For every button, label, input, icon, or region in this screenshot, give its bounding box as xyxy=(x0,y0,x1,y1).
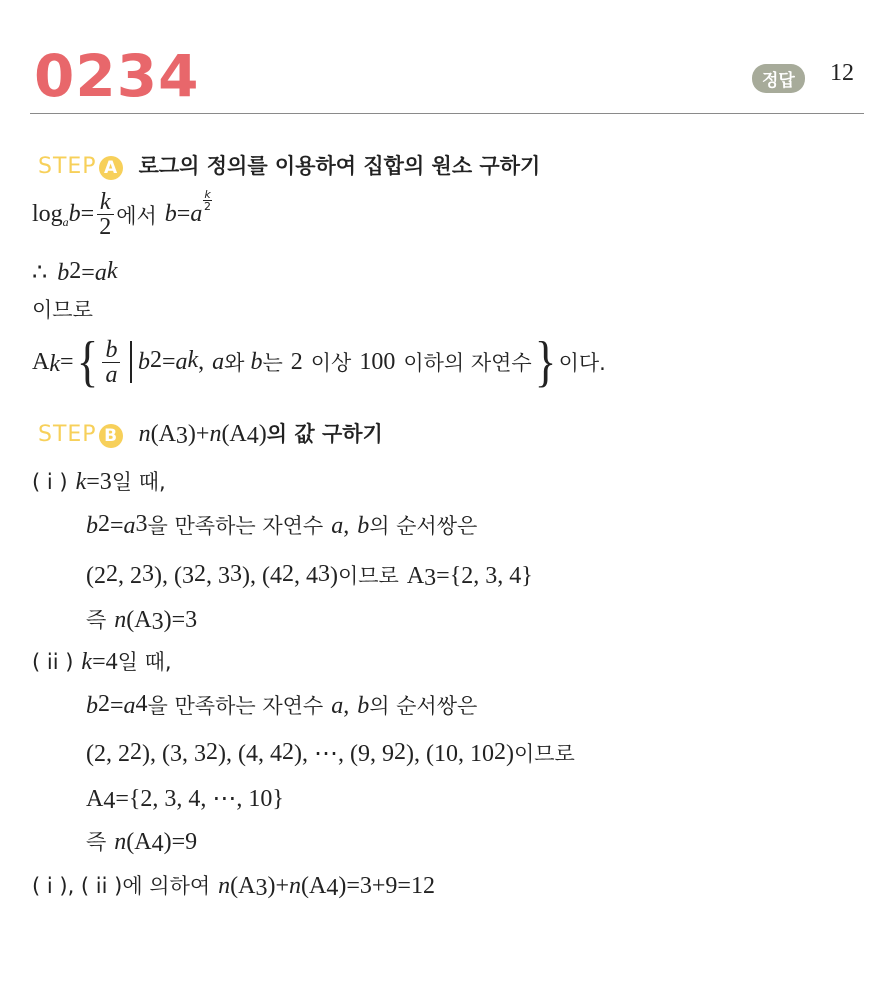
imeuro-text: 이므로 xyxy=(513,742,575,766)
case-1-pairs: (2 $^2$ , 2 $^3$ ), (3 $^2$ , 3 $^3$ ), (4 $^2$ , 4 $^3$ ) 이므로 A $_3$ ={2, 3, 4} xyxy=(86,561,533,591)
var-n: n xyxy=(114,829,127,855)
pair-text: 의 순서쌍은 xyxy=(369,514,478,538)
var-a: a xyxy=(331,513,344,539)
pair-part: ), (3 xyxy=(154,563,194,589)
step-a-heading xyxy=(38,150,540,180)
equals: = xyxy=(81,260,95,286)
when-text: 일 때, xyxy=(111,470,166,494)
step-b-letter: B xyxy=(99,424,123,448)
var-n: n xyxy=(289,873,302,899)
var-b: b xyxy=(86,513,98,539)
var-a: a xyxy=(123,513,136,539)
case-1-condition: b $^2$ = a $^3$ 을 만족하는 자연수 a , b 의 순서쌍은 xyxy=(86,511,478,539)
var-k: k xyxy=(81,649,93,675)
jeuk-text: 즉 xyxy=(86,830,107,854)
answer-badge: 정답 xyxy=(752,64,805,93)
var-n: n xyxy=(209,421,222,447)
wa-text: 와 xyxy=(224,351,245,375)
var-b: b xyxy=(57,260,70,286)
neun-text: 는 xyxy=(262,351,283,375)
fraction-numerator: b xyxy=(102,338,120,363)
var-a: a xyxy=(123,693,136,719)
conclusion-line: ( i ), ( ii ) 에 의하여 n (A $_3$ )+ n (A $_4$ )=3+9=12 xyxy=(32,870,435,900)
pair-part: ) xyxy=(505,741,514,767)
log-base: a xyxy=(62,215,69,229)
var-b: b xyxy=(137,348,150,375)
case-1-count: 즉 n (A $_3$ )=3 xyxy=(86,604,197,634)
set-A: A xyxy=(86,786,104,812)
exponent-fraction xyxy=(203,189,211,212)
equals: = xyxy=(110,513,124,539)
pair-part: ), (4, 4 xyxy=(217,741,282,767)
set-A-open: (A xyxy=(126,829,152,855)
step-a-line-4: A $_k$ = { $\frac{b}{a}$ b $^2$ = a $^k$ , a 와 b 는 2 이상 100 이하의 자연수 } 이다. xyxy=(32,331,606,393)
var-b: b xyxy=(86,693,98,719)
exponent-denominator: 2 xyxy=(204,200,212,213)
var-a: a xyxy=(331,693,344,719)
case-1-header xyxy=(32,466,166,496)
eseo-text: 에서 xyxy=(116,203,157,228)
pair-part: , 3 xyxy=(205,563,230,589)
equals: = xyxy=(110,693,124,719)
log-text: log xyxy=(32,201,63,227)
exponent-numerator: k xyxy=(204,188,211,201)
jeuk-text: 즉 xyxy=(86,608,107,632)
set-A-open: (A xyxy=(230,873,256,899)
case-marker: ( i ) xyxy=(32,470,68,494)
comma: , xyxy=(343,693,350,719)
close-plus: )+ xyxy=(267,873,290,899)
case-2-set: A $_4$ ={2, 3, 4, ⋯, 10} xyxy=(86,786,284,814)
var-b: b xyxy=(164,201,177,227)
set-A-open: (A xyxy=(126,607,152,633)
equals: = xyxy=(161,348,176,375)
equals: = xyxy=(176,201,191,227)
when-text: 일 때, xyxy=(117,650,172,674)
equals: = xyxy=(80,201,95,227)
step-a-label: STEP xyxy=(38,154,97,179)
isang-text: 이상 xyxy=(310,351,352,375)
count-value: )=3 xyxy=(163,607,198,633)
satisfy-text: 을 만족하는 자연수 xyxy=(147,694,324,718)
var-a: a xyxy=(212,348,225,375)
var-b: b xyxy=(250,348,263,375)
fraction-k-over-2 xyxy=(96,190,114,239)
set-A: A xyxy=(406,563,425,589)
var-a: a xyxy=(190,201,203,227)
fraction-numerator: k xyxy=(97,190,114,215)
pair-part: ), (10, 10 xyxy=(405,741,494,767)
right-brace: } xyxy=(534,331,556,393)
case-2-condition: b $^2$ = a $^4$ 을 만족하는 자연수 a , b 의 순서쌍은 xyxy=(86,691,478,719)
set-value: ={2, 3, 4} xyxy=(436,563,533,589)
var-n: n xyxy=(114,607,127,633)
satisfy-text: 을 만족하는 자연수 xyxy=(147,514,324,538)
case-marker: ( ii ) xyxy=(32,650,74,674)
equals: = xyxy=(60,348,74,375)
step-a-line-1 xyxy=(32,190,212,239)
pair-part: ), (4 xyxy=(241,563,282,589)
pair-part: ) xyxy=(329,563,338,589)
case-2-pairs: (2, 2 $^2$ ), (3, 3 $^2$ ), (4, 4 $^2$ ), ⋯, (9, 9 $^2$ ), (10, 10 $^2$ ) 이므로 xyxy=(86,739,575,767)
fraction-denominator: 2 xyxy=(99,214,112,240)
case-markers: ( i ), ( ii ) xyxy=(32,874,123,898)
close-plus: )+ xyxy=(187,421,210,447)
step-b-label: STEP xyxy=(38,422,97,447)
pair-part: (2, 2 xyxy=(86,741,130,767)
imeuro-text: 이므로 xyxy=(337,564,399,588)
problem-number: 0234 xyxy=(34,42,200,110)
var-b: b xyxy=(357,513,370,539)
comma: , xyxy=(198,348,205,375)
step-b-title: 의 값 구하기 xyxy=(266,422,383,446)
var-a: a xyxy=(94,260,107,286)
step-b-heading: STEP B n (A $_3$ )+ n (A $_4$ ) 의 값 구하기 xyxy=(38,418,383,448)
var-k: k xyxy=(75,469,87,495)
ida-text: 이다. xyxy=(558,351,606,375)
pair-part: (2 xyxy=(86,563,106,589)
header-divider xyxy=(30,113,864,114)
pair-part: ), ⋯, (9, 9 xyxy=(293,741,394,767)
number-2: 2 xyxy=(290,348,303,375)
var-b: b xyxy=(357,693,370,719)
pair-part: ), (3, 3 xyxy=(142,741,206,767)
step-a-line-2: ∴ b $^2$ = a $^k$ xyxy=(32,258,118,286)
case-2-header xyxy=(32,646,172,676)
pair-text: 의 순서쌍은 xyxy=(369,694,478,718)
range-text: 이하의 자연수 xyxy=(403,351,532,375)
fraction-denominator: a xyxy=(105,361,118,388)
var-n: n xyxy=(218,873,231,899)
by-text: 에 의하여 xyxy=(122,874,211,898)
equals-value: =3 xyxy=(86,469,112,495)
var-n: n xyxy=(138,421,151,447)
close-paren: ) xyxy=(258,421,267,447)
left-brace: { xyxy=(76,331,98,393)
answer-value: 12 xyxy=(830,60,854,86)
case-2-count: 즉 n (A $_4$ )=9 xyxy=(86,826,197,856)
equals-value: =4 xyxy=(92,649,118,675)
therefore-symbol: ∴ xyxy=(32,260,48,286)
such-that-bar xyxy=(130,341,132,383)
set-A-open: (A xyxy=(150,421,176,447)
pair-part: , 2 xyxy=(118,563,142,589)
step-a-letter: A xyxy=(99,156,123,180)
step-a-line-3: 이므로 xyxy=(32,298,93,322)
final-result: )=3+9=12 xyxy=(338,873,435,899)
set-A-open: (A xyxy=(221,421,247,447)
var-a: a xyxy=(175,348,188,375)
var-b: b xyxy=(68,201,81,227)
set-A-open: (A xyxy=(301,873,327,899)
count-value: )=9 xyxy=(163,829,198,855)
step-a-title: 로그의 정의를 이용하여 집합의 원소 구하기 xyxy=(138,154,541,178)
fraction-b-over-a xyxy=(102,338,120,387)
set-A: A xyxy=(32,348,50,375)
set-value: ={2, 3, 4, ⋯, 10} xyxy=(115,786,284,812)
pair-part: , 4 xyxy=(293,563,318,589)
comma: , xyxy=(343,513,350,539)
number-100: 100 xyxy=(359,348,396,375)
